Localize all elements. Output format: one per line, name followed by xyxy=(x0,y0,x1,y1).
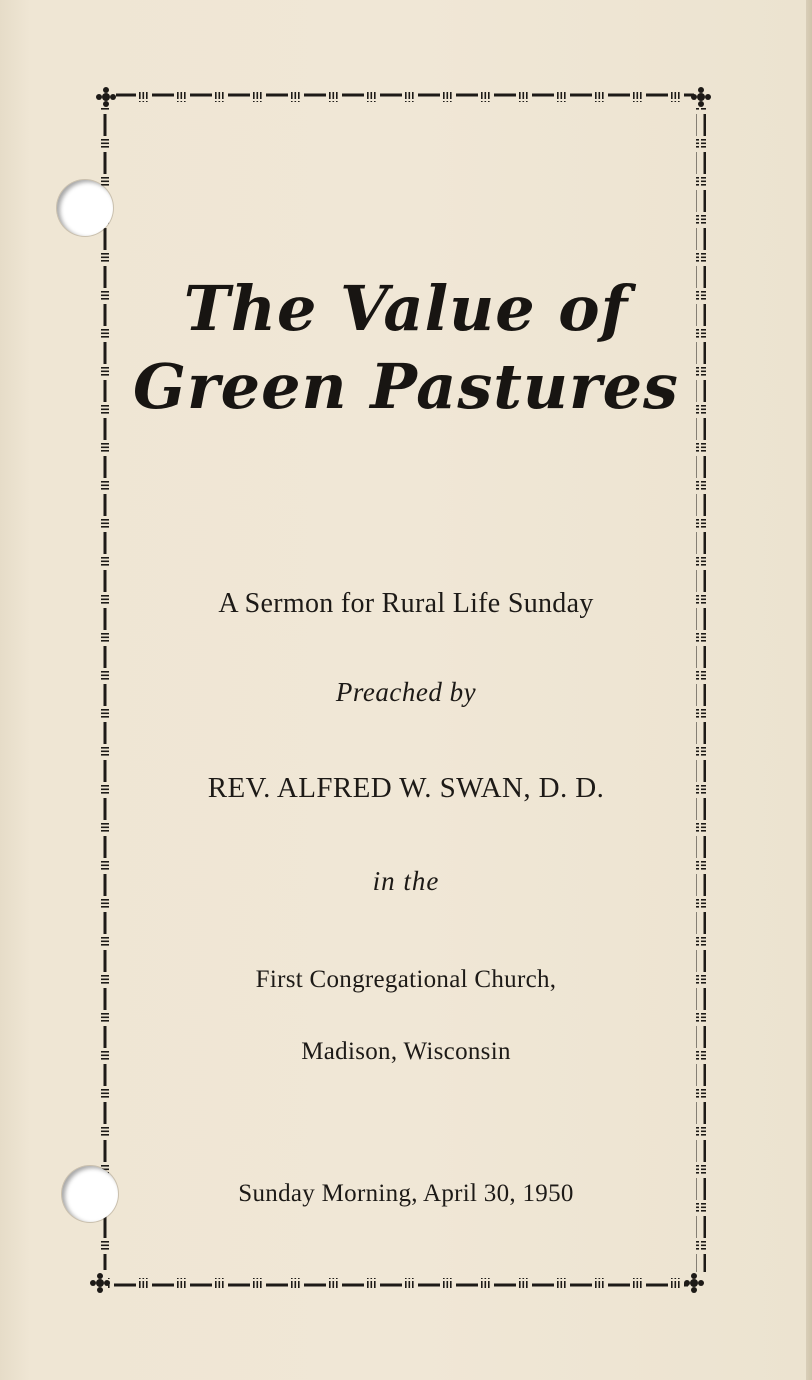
cover-subtitle: A Sermon for Rural Life Sunday xyxy=(218,588,594,619)
church-name: First Congregational Church, xyxy=(255,966,557,993)
cover-title: The Value of Green Pastures xyxy=(133,272,679,423)
corner-ornament-bottom-left xyxy=(90,1273,110,1293)
preached-by-label: Preached by xyxy=(335,677,477,707)
in-the-label: in the xyxy=(372,866,440,896)
corner-ornament-top-left xyxy=(96,87,116,107)
corner-ornament-top-right xyxy=(691,87,711,107)
corner-ornament-bottom-right xyxy=(684,1273,704,1293)
church-location: Madison, Wisconsin xyxy=(301,1038,511,1065)
sermon-date: Sunday Morning, April 30, 1950 xyxy=(238,1180,574,1207)
binder-hole-top xyxy=(57,180,113,236)
author-name: REV. ALFRED W. SWAN, D. D. xyxy=(207,772,605,804)
